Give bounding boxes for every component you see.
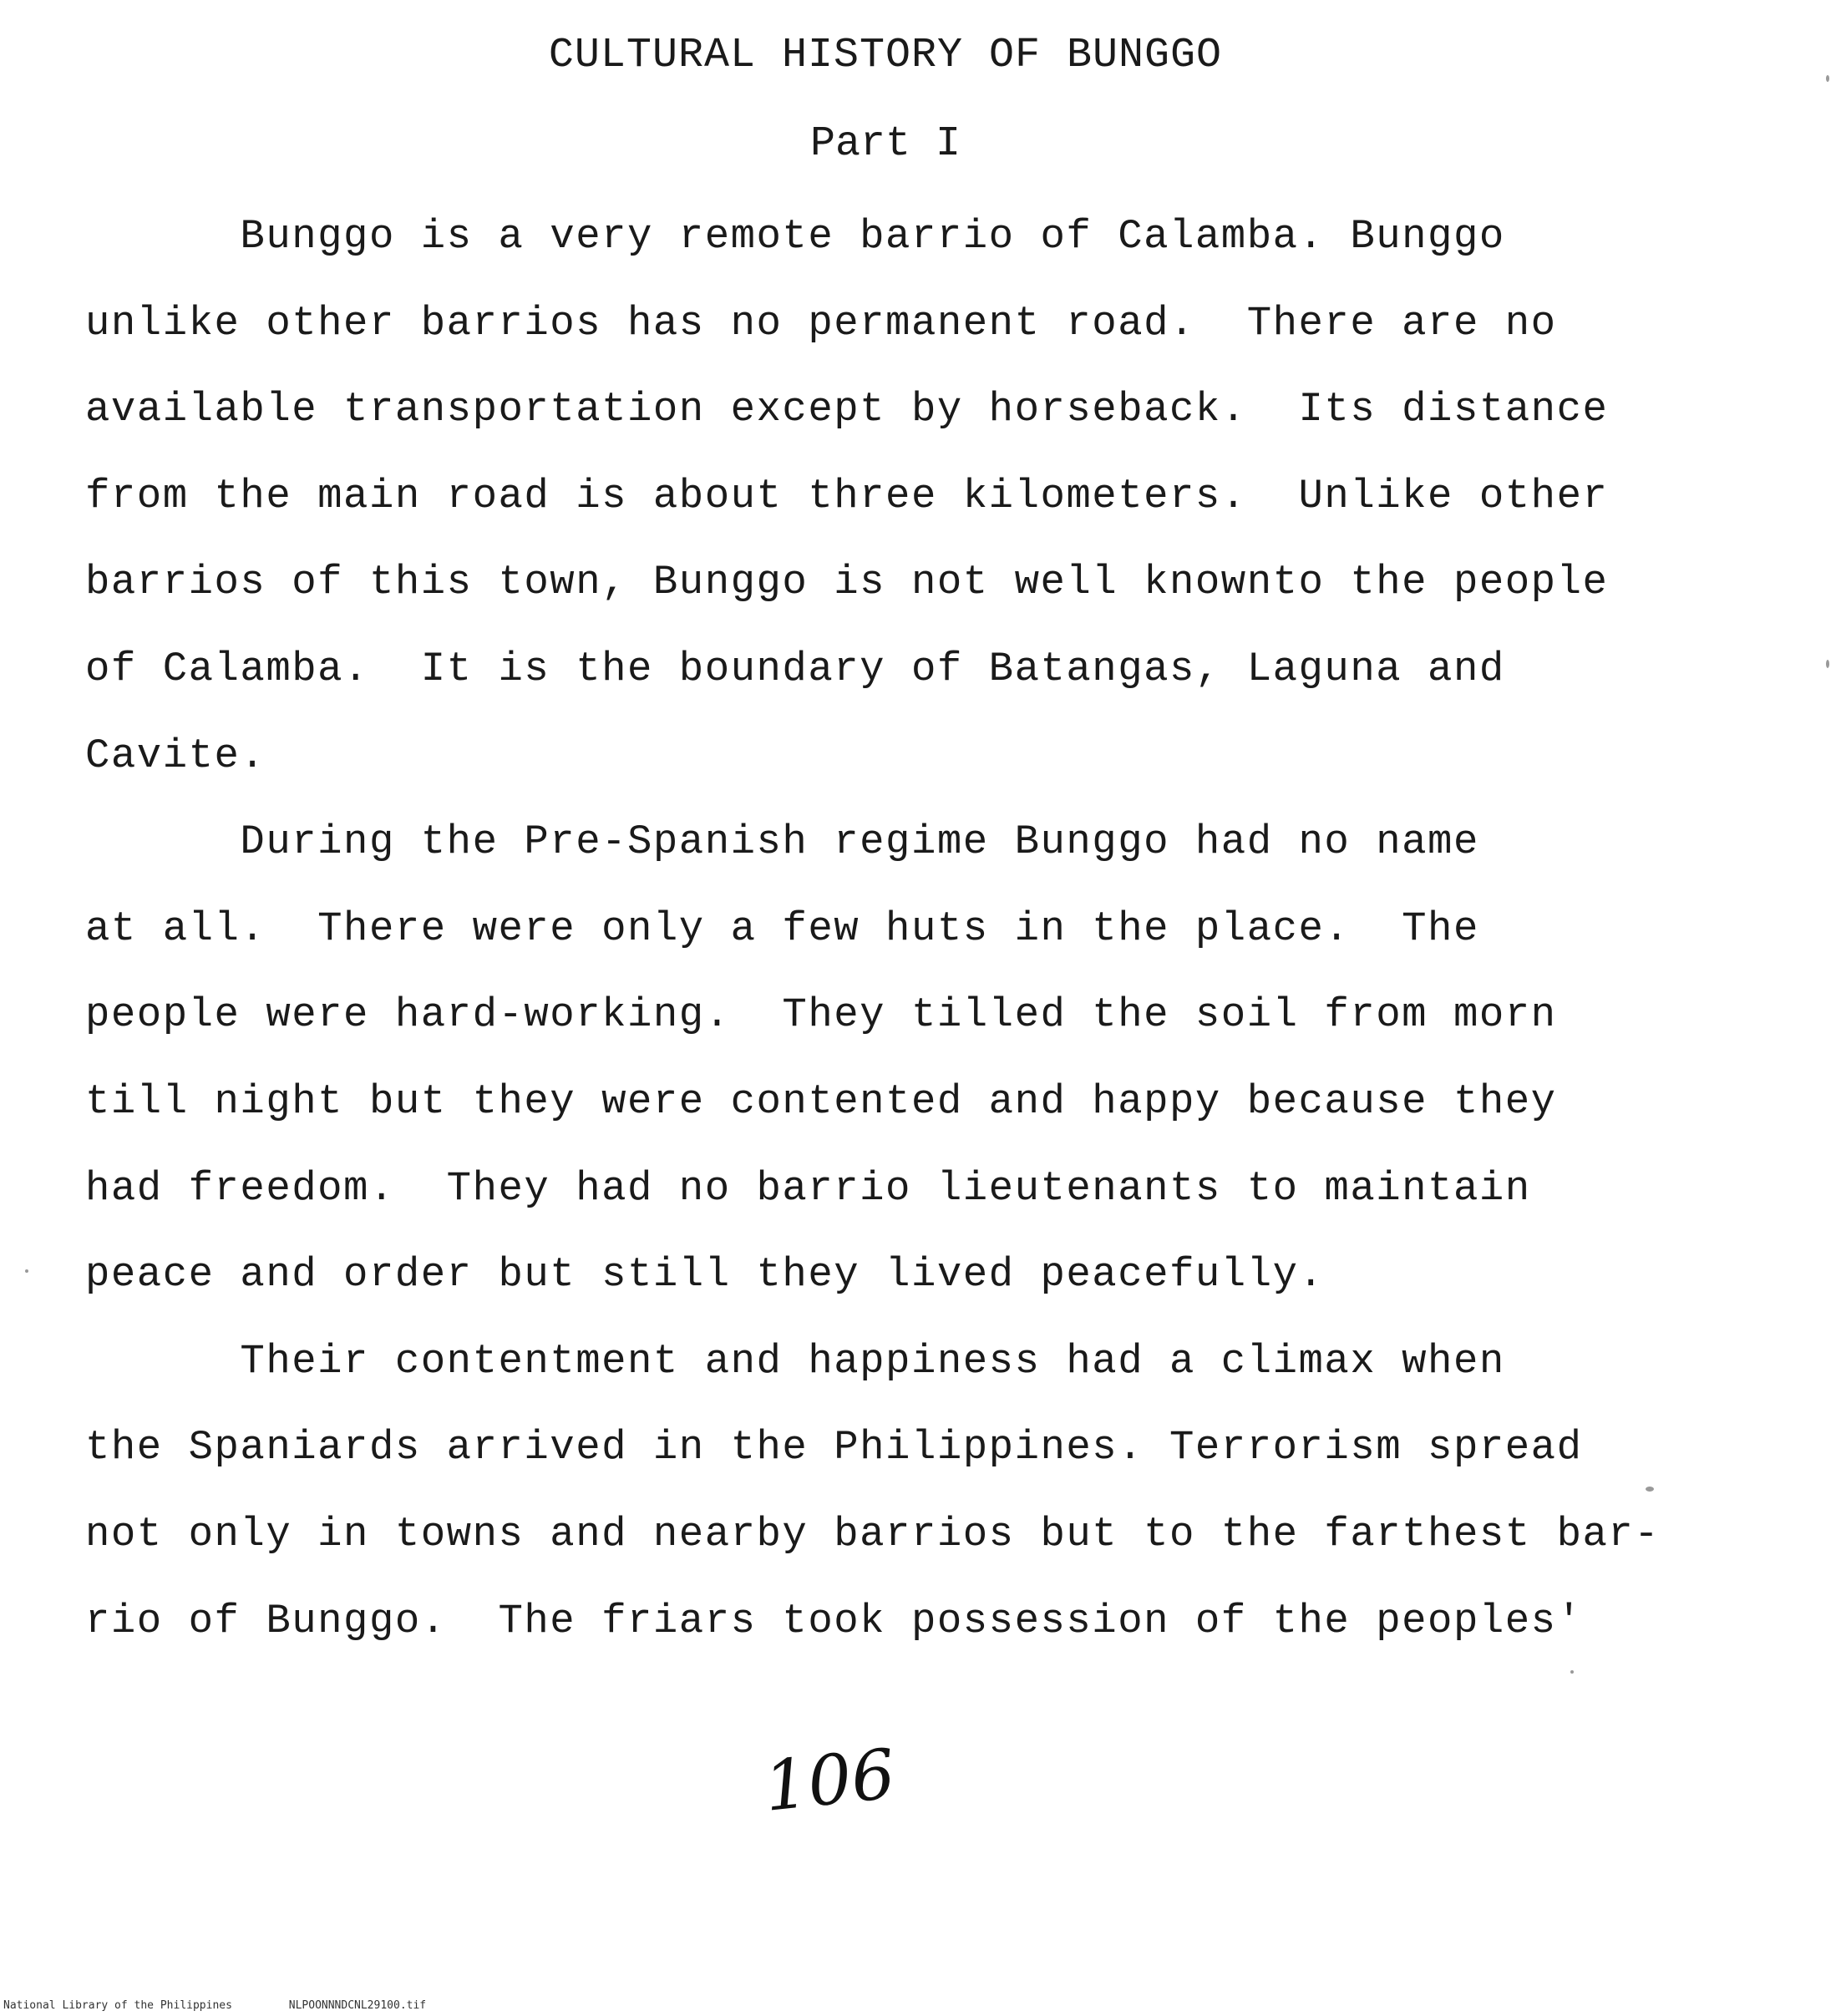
- handwritten-page-number: 106: [760, 1735, 900, 1827]
- text-line: available transportation except by horseback. Its distance: [85, 386, 1609, 433]
- text-line: During the Pre-Spanish regime Bunggo had no name: [85, 818, 1479, 866]
- text-line: Their contentment and happiness had a climax when: [85, 1337, 1505, 1385]
- text-line: barrios of this town, Bunggo is not well knownto the people: [85, 559, 1609, 606]
- text-line: Cavite.: [85, 732, 266, 779]
- text-line: people were hard-working. They tilled the soil from morn: [85, 991, 1557, 1039]
- text-line: of Calamba. It is the boundary of Batangas, Laguna and: [85, 645, 1505, 692]
- body-text: [85, 207, 1722, 1678]
- scan-speck: [1826, 660, 1829, 668]
- scan-speck: [1826, 75, 1829, 82]
- scan-speck: [25, 1269, 28, 1273]
- footer-filename: NLPOONNNDCNL29100.tif: [288, 1999, 427, 2012]
- text-line: not only in towns and nearby barrios but to the farthest bar-: [85, 1510, 1661, 1558]
- scan-footer: [3, 1999, 426, 2012]
- part-heading: Part I: [809, 120, 961, 168]
- text-line: unlike other barrios has no permanent road. There are no: [85, 299, 1557, 347]
- text-line: till night but they were contented and happy because they: [85, 1077, 1557, 1125]
- scan-speck: [1646, 1487, 1654, 1492]
- text-line: from the main road is about three kilometers. Unlike other: [85, 472, 1609, 519]
- scan-speck: [1570, 1670, 1574, 1674]
- document-title: CULTURAL HISTORY OF BUNGGO: [548, 32, 1223, 79]
- text-line: the Spaniards arrived in the Philippines. Terrorism spread: [85, 1424, 1583, 1471]
- footer-library: National Library of the Philippines: [3, 1999, 232, 2012]
- text-line: rio of Bunggo. The friars took possession of the peoples': [85, 1597, 1583, 1644]
- text-line: peace and order but still they lived peacefully.: [85, 1251, 1325, 1299]
- text-line: Bunggo is a very remote barrio of Calamba. Bunggo: [85, 213, 1505, 260]
- text-line: at all. There were only a few huts in the place. The: [85, 904, 1479, 952]
- text-line: had freedom. They had no barrio lieutenants to maintain: [85, 1164, 1531, 1212]
